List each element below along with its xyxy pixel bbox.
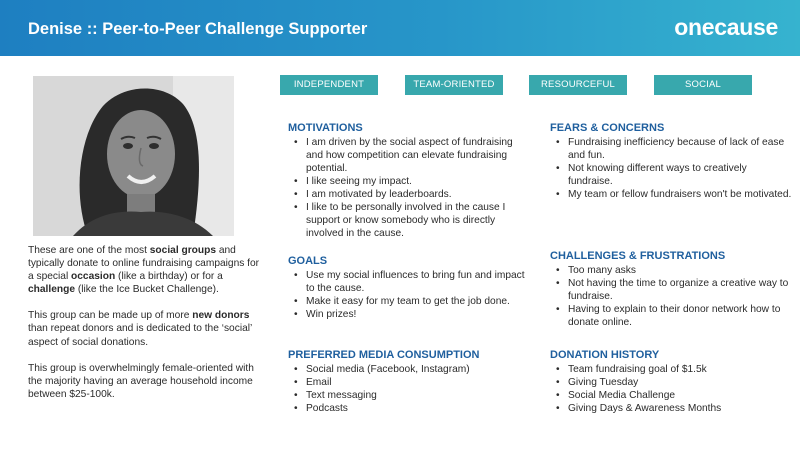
motivations-section [288, 122, 532, 240]
list-item: • Social media (Facebook, Instagram) [288, 363, 532, 376]
intro-paragraph-new-donors [28, 309, 262, 348]
motivations-list [288, 136, 532, 240]
list-item: • Not knowing different ways to creatively fundraise. [550, 162, 794, 188]
list-item: • I like seeing my impact. [288, 175, 532, 188]
tag-social: SOCIAL [654, 75, 752, 95]
intro-text: This group can be made up of more [28, 310, 193, 322]
list-item: • My team or fellow fundraisers won't be motivated. [550, 188, 794, 201]
intro-text: These are one of the most [28, 245, 150, 256]
fears-heading: FEARS & CONCERNS [550, 122, 665, 134]
intro-emphasis: new donors [192, 310, 250, 322]
intro-emphasis: social groups [149, 245, 216, 256]
list-item: • I am driven by the social aspect of fundraising and how competition can elevate fundraising potential. [288, 136, 532, 175]
intro-text: than repeat donors and is dedicated to the ‘social’ aspect of social donations. [28, 323, 252, 348]
list-item: • Use my social influences to bring fun and impact to the cause. [288, 269, 532, 295]
intro-emphasis: challenge [28, 284, 75, 296]
intro-text: (like the Ice Bucket Challenge). [75, 284, 219, 296]
intro-paragraph-social [28, 244, 262, 296]
tag-team-oriented: TEAM-ORIENTED [405, 75, 503, 95]
page-title: Denise :: Peer-to-Peer Challenge Supporter [28, 20, 368, 38]
list-item: • I like to be personally involved in the cause I support or know somebody who is directly involved in the cause. [288, 201, 532, 240]
list-item: • Text messaging [288, 389, 532, 402]
intro-text: This group is overwhelmingly female-oriented with the majority having an average household income between $25-100k. [28, 362, 254, 400]
list-item: • Fundraising inefficiency because of lack of ease and fun. [550, 136, 794, 162]
list-item: • Podcasts [288, 402, 532, 415]
intro-text: (like a birthday) or for a [115, 271, 223, 283]
fears-section [550, 122, 794, 201]
fears-list [550, 136, 794, 201]
list-item: • Giving Days & Awareness Months [550, 402, 794, 415]
list-item: • Having to explain to their donor network how to donate online. [550, 303, 794, 329]
goals-heading: GOALS [288, 255, 328, 267]
list-item: • Giving Tuesday [550, 376, 794, 389]
goals-section [288, 255, 532, 321]
persona-portrait-image [33, 76, 234, 236]
intro-emphasis: occasion [71, 271, 116, 283]
challenges-heading: CHALLENGES & FRUSTRATIONS [550, 250, 726, 262]
donation-history-section [550, 349, 794, 415]
tag-resourceful: RESOURCEFUL [529, 75, 627, 95]
donation-history-list [550, 363, 794, 415]
challenges-list [550, 264, 794, 329]
list-item: • Email [288, 376, 532, 389]
onecause-logo: onecause [674, 14, 778, 40]
intro-paragraph-demographics [28, 362, 262, 401]
goals-list [288, 269, 532, 321]
motivations-heading: MOTIVATIONS [288, 122, 363, 134]
persona-intro [28, 244, 262, 401]
list-item: • Team fundraising goal of $1.5k [550, 363, 794, 376]
list-item: • Too many asks [550, 264, 794, 277]
list-item: • I am motivated by leaderboards. [288, 188, 532, 201]
tag-independent: INDEPENDENT [280, 75, 378, 95]
challenges-section [550, 250, 794, 329]
list-item: • Not having the time to organize a creative way to fundraise. [550, 277, 794, 303]
media-heading: PREFERRED MEDIA CONSUMPTION [288, 349, 480, 361]
media-list [288, 363, 532, 415]
donation-history-heading: DONATION HISTORY [550, 349, 660, 361]
intro-text: and typically donate to online fundraising campaigns for a special [28, 245, 260, 283]
header-banner [0, 0, 800, 56]
list-item: • Win prizes! [288, 308, 532, 321]
persona-photo [33, 76, 234, 236]
list-item: • Social Media Challenge [550, 389, 794, 402]
media-section [288, 349, 532, 415]
list-item: • Make it easy for my team to get the job done. [288, 295, 532, 308]
